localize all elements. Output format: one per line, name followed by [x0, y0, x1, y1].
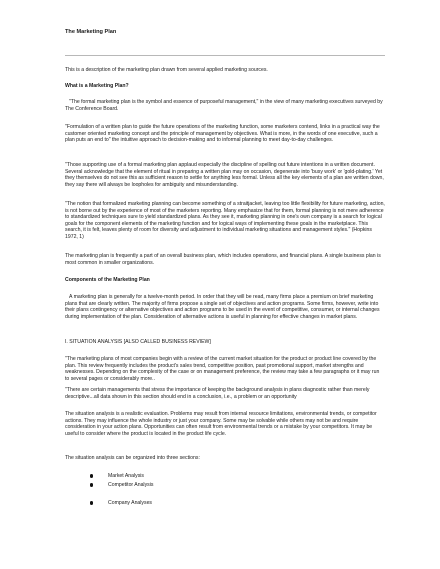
intro-paragraph: This is a description of the marketing plan drawn from several applied marketing sources. [65, 67, 268, 73]
paragraph-three-sections: The situation analysis can be organized into three sections: [65, 455, 200, 461]
paragraph-business-plan: The marketing plan is frequently a part of an overall business plan, which includes operations, and financial plans. A single business plan is most common in smaller organizations. [65, 253, 381, 266]
paragraph-realistic-evaluation: The situation analysis is a realistic evaluation. Problems may result from internal resource limitations, environmental trends, or competitor actions. They may influence the whole industry or just your company. Some may be solvable while others may not be and require consideration in your action plans. Opportunities can often result from environmental trends or a mistake by your competitors. It may be useful to consider where the product is located in the product life cycle. [65, 411, 377, 437]
paragraph-formal-plan-supporters: "Those supporting use of a formal marketing plan applaud especially the discipline of spelling out future intentions in a written document. Several acknowledge that the element of ritual in preparing a written plan may on occasion, degenerate into 'busy work' or 'gold-plating.' Yet they themselves do not see this as sufficient reason to settle for anything less formal. Unless all the key elements of a plan are written down, they say there will always be loopholes for ambiguity and misunderstanding. [65, 162, 384, 188]
list-item-label: Company Analyses [108, 500, 153, 506]
section-heading-components: Components of the Marketing Plan [65, 277, 150, 283]
list-item-label: Competitor Analysis [108, 482, 154, 488]
paragraph-formalized-planning: "The notion that formalized marketing planning can become something of a straitjacket, leaving too little flexibility for future marketing, action, is not borne out by the experience of most of the marketers reporting. Many emphasize that for them, formal planning is not mere adherence to standardized techniques sure to yield standardized plans. As they see it, marketing planning in one's own company is a search for logical goals for the component elements of the marketing function and for logical ways of implementing these goals in the marketplace. This search, it is felt, leaves plenty of room for diversity and adjustment to individual marketing situations and management styles." (Hopkins 1972, 1) [65, 201, 385, 240]
title-divider [65, 55, 385, 56]
paragraph-diagnostic-analysis: "There are certain managements that stress the importance of keeping the background analysis in plans diagnostic rather than merely descriptive...all data shown in this section should end in a conclusion, i.e., a problem or an opportunity [65, 387, 370, 400]
document-title: The Marketing Plan [65, 29, 117, 35]
bullet-icon [90, 501, 93, 504]
paragraph-twelve-month-period: A marketing plan is generally for a twelve-month period. In order that they will be read, many firms place a premium on brief marketing plans that are clearly written. The majority of firms propose a single set of objectives and action programs. Some firms, however, write into their plans contingency or alternative objectives and action programs to be used in the event of competitive, consumer, or internal changes during implementation of the plan. Consideration of alternative actions is useful in planning for effective changes in market plans. [65, 294, 380, 320]
paragraph-market-situation-review: "The marketing plans of most companies begin with a review of the current market situation for the product or product line covered by the plan. This review frequently includes the product's sales trend, competitive position, past promotional support, market strengths and weaknesses. Depending on the complexity of the case or on management preference, the review may take a few paragraphs or it may run to several pages or considerably more.. [65, 356, 380, 382]
bullet-icon [90, 474, 93, 477]
paragraph-conference-board-quote: "The formal marketing plan is the symbol and essence of purposeful management," in the view of many marketing executives surveyed by The Conference Board. [65, 99, 383, 112]
bullet-icon [90, 483, 93, 486]
section-heading-what-is-marketing-plan: What is a Marketing Plan? [65, 83, 129, 89]
paragraph-formulation: "Formulation of a written plan to guide the future operations of the marketing function, some marketers contend, links in a practical way the customer oriented marketing concept and the principle of management by objectives. What is more, in the words of one executive, such a plan puts an end to" the intuitive approach to decision-making and to informal planning to meet day-to-day challenges. [65, 124, 380, 143]
list-item-label: Market Analysis [108, 473, 144, 479]
subsection-heading-situation-analysis: I. SITUATION ANALYSIS [ALSO CALLED BUSINESS REVIEW] [65, 339, 211, 345]
